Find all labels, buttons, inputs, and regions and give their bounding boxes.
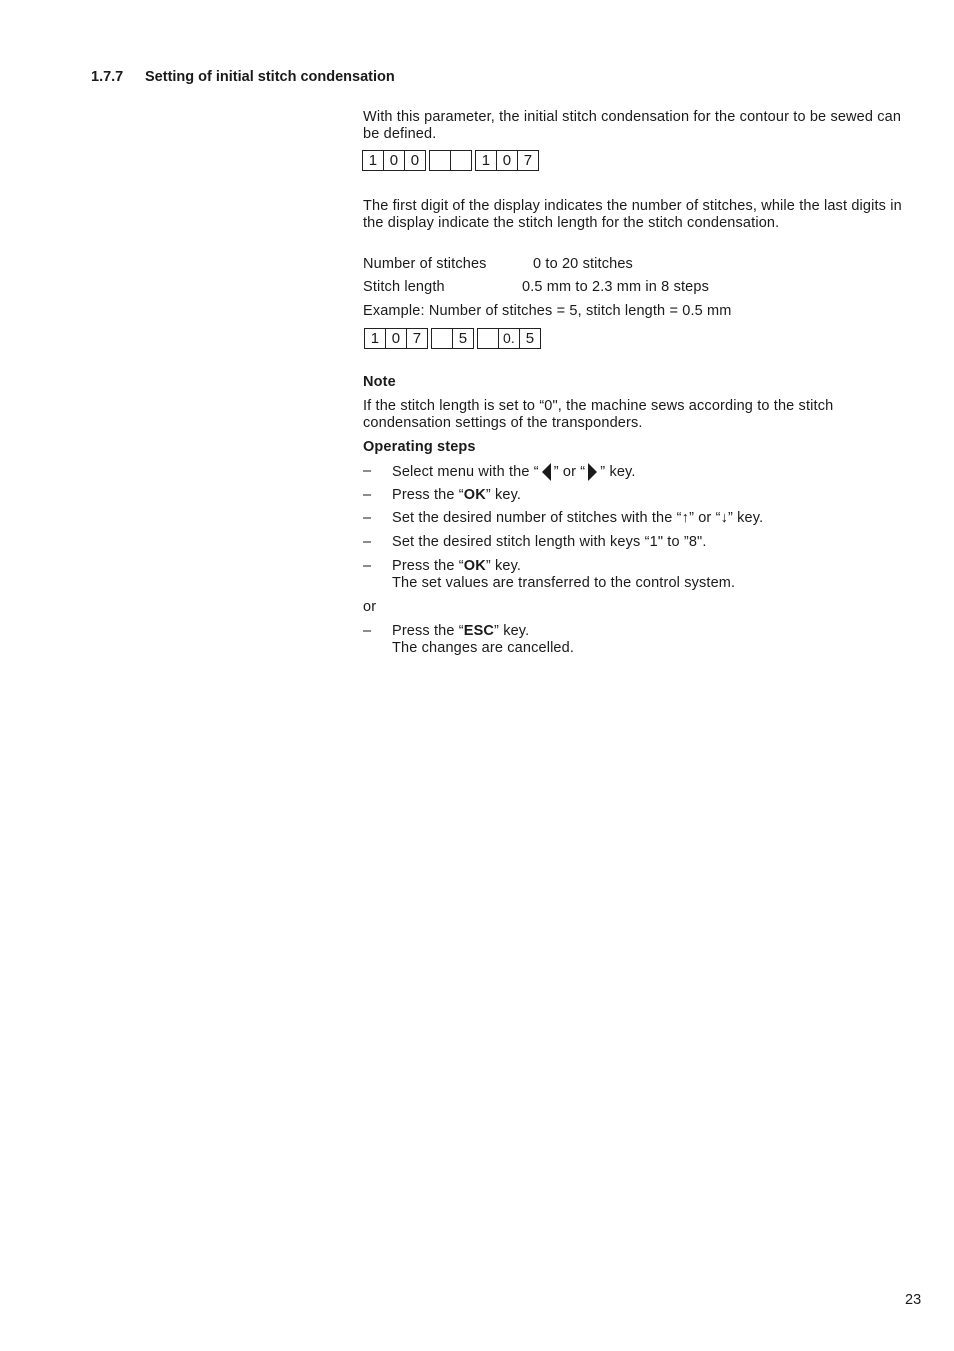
step-result: The changes are cancelled.: [392, 640, 575, 656]
example-line: Example: Number of stitches = 5, stitch length = 0.5 mm: [363, 303, 732, 319]
display-digit: 0: [404, 150, 426, 171]
intro-paragraph: With this parameter, the initial stitch condensation for the contour to be sewed can be defined.: [363, 109, 902, 142]
note-heading: Note: [363, 374, 396, 390]
param-label: Stitch length: [363, 279, 445, 295]
step-select-menu: – Select menu with the “ ” or “ ” key.: [363, 463, 636, 480]
param-stitch-length: [363, 279, 915, 296]
display-group: [429, 150, 472, 172]
display-group: [475, 150, 539, 172]
display-group: [431, 328, 474, 350]
step-press-ok: – Press the “OK” key.: [363, 487, 522, 503]
steps-heading: Operating steps: [363, 439, 476, 455]
note-text: If the stitch length is set to “0", the machine sews according to the stitch condensation settings of the transponders.: [363, 398, 834, 431]
display-digit: 7: [517, 150, 539, 171]
step-set-length: – Set the desired stitch length with keys “1" to ”8".: [363, 534, 707, 550]
bullet-dash: –: [363, 463, 372, 479]
display-group: [364, 328, 428, 350]
param-label: Number of stitches: [363, 256, 487, 272]
param-value: 0 to 20 stitches: [533, 256, 633, 272]
display-digit: [477, 328, 499, 349]
display-digit: 0: [383, 150, 405, 171]
arrow-up-icon: ↑: [681, 510, 690, 526]
arrow-down-icon: ↓: [720, 510, 728, 526]
bullet-dash: –: [363, 558, 372, 574]
display-example-1: [362, 150, 914, 172]
key-ok: OK: [463, 558, 486, 574]
param-value: 0.5 mm to 2.3 mm in 8 steps: [522, 279, 709, 295]
display-group: [362, 150, 426, 172]
bullet-dash: –: [363, 534, 372, 550]
display-digit: [450, 150, 472, 171]
display-digit: 5: [519, 328, 541, 349]
param-number-of-stitches: [363, 256, 915, 273]
display-digit: 0: [496, 150, 518, 171]
bullet-dash: –: [363, 510, 372, 526]
display-digit: 0.: [498, 328, 520, 349]
page-number: 23: [905, 1292, 922, 1308]
left-triangle-icon: [542, 463, 551, 481]
display-digit: 0: [385, 328, 407, 349]
display-group: [477, 328, 541, 350]
display-digit: 1: [364, 328, 386, 349]
display-digit: 1: [475, 150, 497, 171]
section-title: Setting of initial stitch condensation: [145, 69, 395, 85]
step-set-number: – Set the desired number of stitches with the “↑” or “↓” key.: [363, 510, 764, 526]
display-digit: 5: [452, 328, 474, 349]
section-number: 1.7.7: [91, 69, 124, 85]
key-esc: ESC: [463, 623, 495, 639]
bullet-dash: –: [363, 623, 372, 639]
display-digit: [429, 150, 451, 171]
step-result: The set values are transferred to the control system.: [392, 575, 736, 591]
step-press-esc: – Press the “ESC” key. The changes are cancelled.: [363, 623, 575, 656]
display-example-2: [364, 328, 916, 350]
description-paragraph: The first digit of the display indicates the number of stitches, while the last digits in the display indicate the stitch length for the stitch condensation.: [363, 198, 902, 231]
right-triangle-icon: [588, 463, 597, 481]
display-digit: [431, 328, 453, 349]
display-digit: 7: [406, 328, 428, 349]
or-separator: or: [363, 599, 377, 615]
key-ok: OK: [463, 487, 486, 503]
section-heading: [91, 69, 395, 85]
step-press-ok-confirm: – Press the “OK” key. The set values are transferred to the control system.: [363, 558, 736, 591]
display-digit: 1: [362, 150, 384, 171]
bullet-dash: –: [363, 487, 372, 503]
